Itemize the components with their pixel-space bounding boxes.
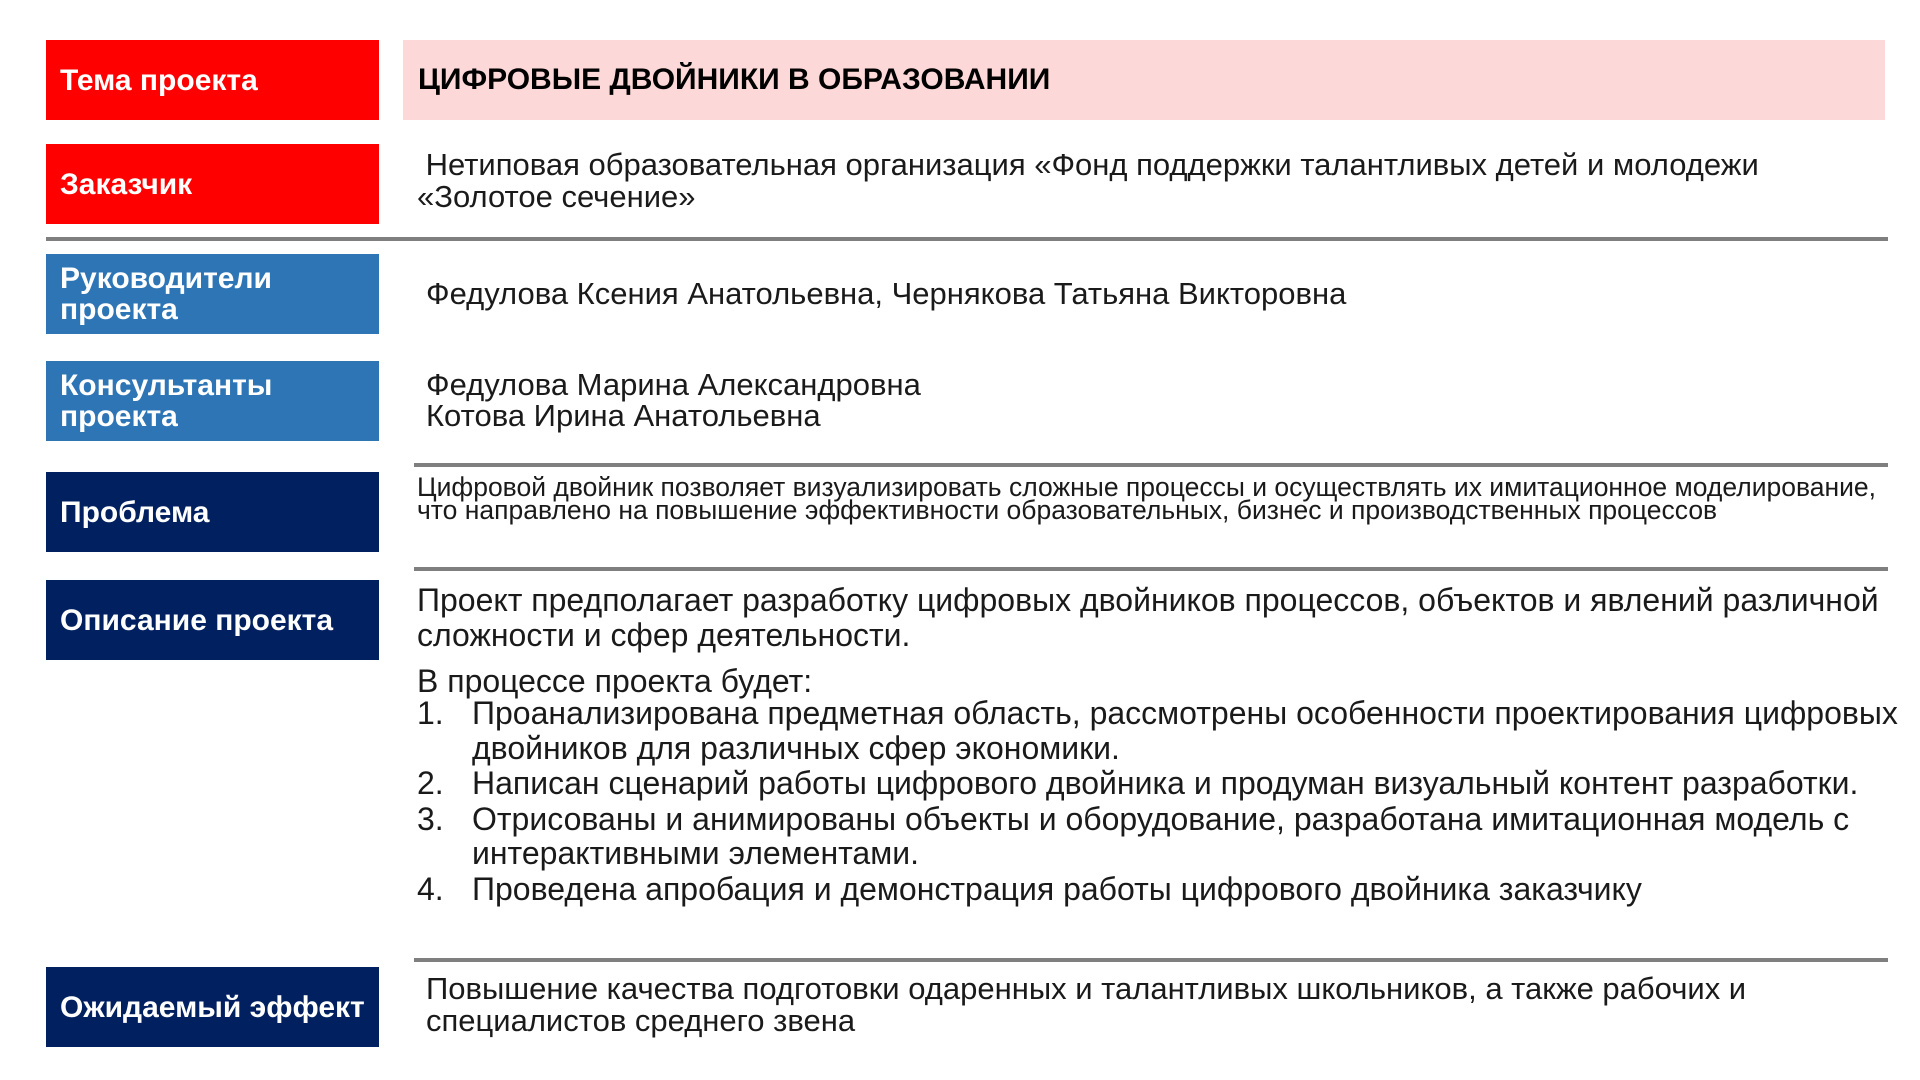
list-item <box>417 872 1912 907</box>
topic-bar <box>403 40 1885 120</box>
leaders-label: Руководители проекта <box>46 254 379 334</box>
description-intro: Проект предполагает разработку цифровых двойников процессов, объектов и явлений различной сложности и сфер деятельности. <box>417 582 1879 653</box>
divider-2 <box>414 463 1888 467</box>
divider-3 <box>414 567 1888 571</box>
list-item <box>417 696 1912 765</box>
customer-value: Нетиповая образовательная организация «Фонд поддержки талантливых детей и молодежи «Золотое сечение» <box>417 147 1768 214</box>
topic-label: Тема проекта <box>46 40 379 120</box>
divider-1 <box>46 237 1888 241</box>
step-text: Написан сценарий работы цифрового двойника и продуман визуальный контент разработки. <box>472 765 1859 801</box>
step-number: 1. <box>417 695 444 731</box>
problem-label: Проблема <box>46 472 379 552</box>
step-number: 3. <box>417 800 444 837</box>
leaders-value: Федулова Ксения Анатольевна, Чернякова Татьяна Викторовна <box>426 276 1347 311</box>
customer-label: Заказчик <box>46 144 379 224</box>
consultant-2: Котова Ирина Анатольевна <box>426 398 821 433</box>
list-item <box>417 802 1912 871</box>
steps-list <box>417 696 1912 907</box>
divider-4 <box>414 958 1888 962</box>
list-item <box>417 766 1912 801</box>
step-text: Отрисованы и анимированы объекты и оборудование, разработана имитационная модель с интерактивными элементами. <box>472 800 1850 871</box>
problem-value: Цифровой двойник позволяет визуализировать сложные процессы и осуществлять их имитационное моделирование, что направлено на повышение эффективности образовательных, бизнес и производственных процессов <box>417 472 1877 525</box>
effect-value: Повышение качества подготовки одаренных и талантливых школьников, а также рабочих и специалистов среднего звена <box>426 971 1747 1038</box>
topic-value: ЦИФРОВЫЕ ДВОЙНИКИ В ОБРАЗОВАНИИ <box>418 63 1051 96</box>
step-number: 2. <box>417 765 444 801</box>
step-text: Проанализирована предметная область, рассмотрены особенности проектирования цифровых двойников для различных сфер экономики. <box>472 695 1898 766</box>
steps-heading: В процессе проекта будет: <box>417 663 813 699</box>
effect-label: Ожидаемый эффект <box>46 967 379 1047</box>
step-number: 4. <box>417 870 444 907</box>
description-label: Описание проекта <box>46 580 379 660</box>
step-text: Проведена апробация и демонстрация работы цифрового двойника заказчику <box>472 870 1642 907</box>
consultants-label: Консультанты проекта <box>46 361 379 441</box>
consultant-1: Федулова Марина Александровна <box>426 367 921 402</box>
